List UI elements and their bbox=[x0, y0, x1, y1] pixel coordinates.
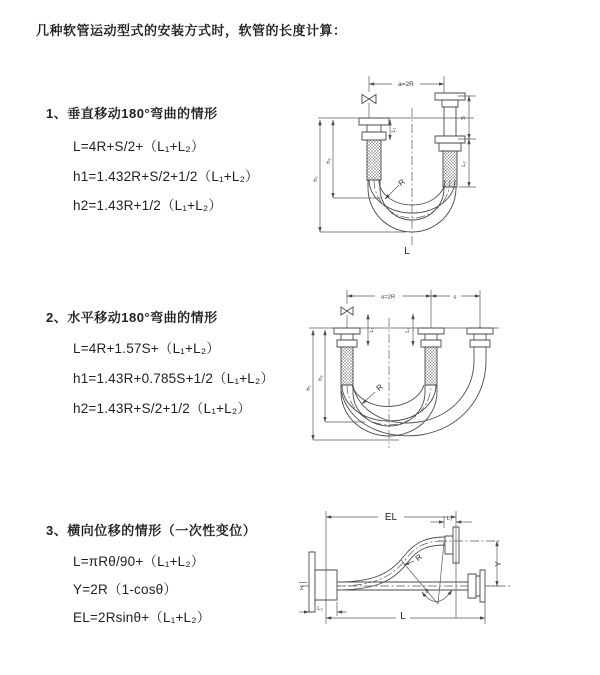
dim-label-l1: L₁ bbox=[446, 516, 453, 522]
left-flange-fitting bbox=[334, 328, 360, 385]
dim-label-a2r: a=2R bbox=[398, 81, 414, 88]
diagram-vertical-180-bend bbox=[306, 64, 598, 262]
valve-icon bbox=[341, 307, 353, 328]
section-1-formula-h1: h1=1.432R+S/2+1/2（L₁+L₂） bbox=[73, 169, 259, 184]
dim-label-r: R bbox=[413, 552, 424, 563]
section-3-formula-y: Y=2R（1-cosθ） bbox=[73, 582, 178, 597]
u-hose-shifted bbox=[341, 360, 486, 436]
braided-section bbox=[367, 140, 381, 180]
dim-y bbox=[494, 541, 503, 586]
dim-label-l: L bbox=[400, 611, 406, 622]
hose-centerline bbox=[337, 541, 445, 586]
section-3-heading: 3、横向位移的情形（一次性变位） bbox=[46, 523, 257, 538]
braided-section bbox=[425, 347, 437, 385]
dim-r bbox=[362, 382, 385, 404]
dim-l1 bbox=[390, 120, 397, 140]
dim-l1 bbox=[368, 314, 375, 346]
section-2-heading: 2、水平移动180°弯曲的情形 bbox=[46, 310, 218, 325]
diagram-horizontal-180-bend bbox=[303, 280, 600, 462]
dim-label-l2: L₂ bbox=[405, 327, 411, 333]
dim-label-r: R bbox=[374, 382, 385, 393]
section-2-formula-h1: h1=1.43R+0.785S+1/2（L₁+L₂） bbox=[73, 371, 275, 386]
dim-label-l: L bbox=[404, 246, 410, 257]
section-2-formula-l: L=4R+1.57S+（L₁+L₂） bbox=[73, 341, 220, 356]
dim-label-theta: θ bbox=[425, 589, 429, 595]
right-flange-upper-position bbox=[435, 93, 465, 136]
dim-l2 bbox=[405, 314, 413, 346]
diagram-lateral-displacement bbox=[298, 496, 600, 646]
dim-l bbox=[326, 602, 485, 624]
dim-label-r: R bbox=[396, 177, 407, 188]
middle-flange-fitting bbox=[418, 328, 444, 385]
valve-icon bbox=[362, 95, 376, 119]
right-flange-fitting bbox=[467, 328, 493, 360]
dim-a2r bbox=[369, 76, 444, 93]
dim-l2 bbox=[299, 602, 347, 616]
dim-l1 bbox=[430, 516, 472, 528]
dim-s bbox=[458, 96, 476, 139]
section-3-formula-l: L=πRθ/90+（L₁+L₂） bbox=[73, 554, 205, 569]
dim-label-l2: L₂ bbox=[461, 161, 467, 167]
dim-r bbox=[385, 177, 407, 199]
dim-label-s: S bbox=[461, 116, 467, 120]
left-flange-fitting bbox=[309, 552, 337, 612]
dim-label-h2: h₂ bbox=[326, 158, 332, 164]
dim-label-l1: L₁ bbox=[369, 327, 375, 333]
dim-l2 bbox=[459, 139, 476, 187]
dim-el bbox=[326, 509, 456, 624]
section-1-formula-l: L=4R+S/2+（L₁+L₂） bbox=[73, 139, 205, 154]
dim-label-el: EL bbox=[384, 512, 398, 523]
page-title: 几种软管运动型式的安装方式时，软管的长度计算： bbox=[36, 23, 347, 38]
section-1-formula-h2: h2=1.43R+1/2（L₁+L₂） bbox=[73, 198, 223, 213]
braided-section bbox=[341, 347, 353, 385]
dim-label-h1: h₁ bbox=[306, 385, 312, 391]
dim-label-l2: L₂ bbox=[317, 606, 323, 612]
dim-label-s: s bbox=[453, 294, 457, 301]
dim-label-h2: h₂ bbox=[318, 375, 324, 381]
dim-h1 bbox=[313, 120, 406, 232]
section-3-formula-el: EL=2Rsinθ+（L₁+L₂） bbox=[73, 610, 211, 625]
section-1-heading: 1、垂直移动180°弯曲的情形 bbox=[46, 106, 218, 121]
section-2-formula-h2: h2=1.43R+S/2+1/2（L₁+L₂） bbox=[73, 401, 252, 416]
dim-s bbox=[431, 290, 480, 328]
left-flange-fitting bbox=[359, 118, 389, 180]
dim-label-h1: h₁ bbox=[313, 176, 319, 182]
dim-label-y: Y bbox=[494, 561, 503, 567]
dim-label-l1: L₁ bbox=[391, 127, 397, 133]
dim-label-a2r: a=2R bbox=[380, 294, 396, 301]
dim-label-z: Z bbox=[300, 586, 304, 592]
upper-flange-fitting bbox=[438, 527, 502, 563]
